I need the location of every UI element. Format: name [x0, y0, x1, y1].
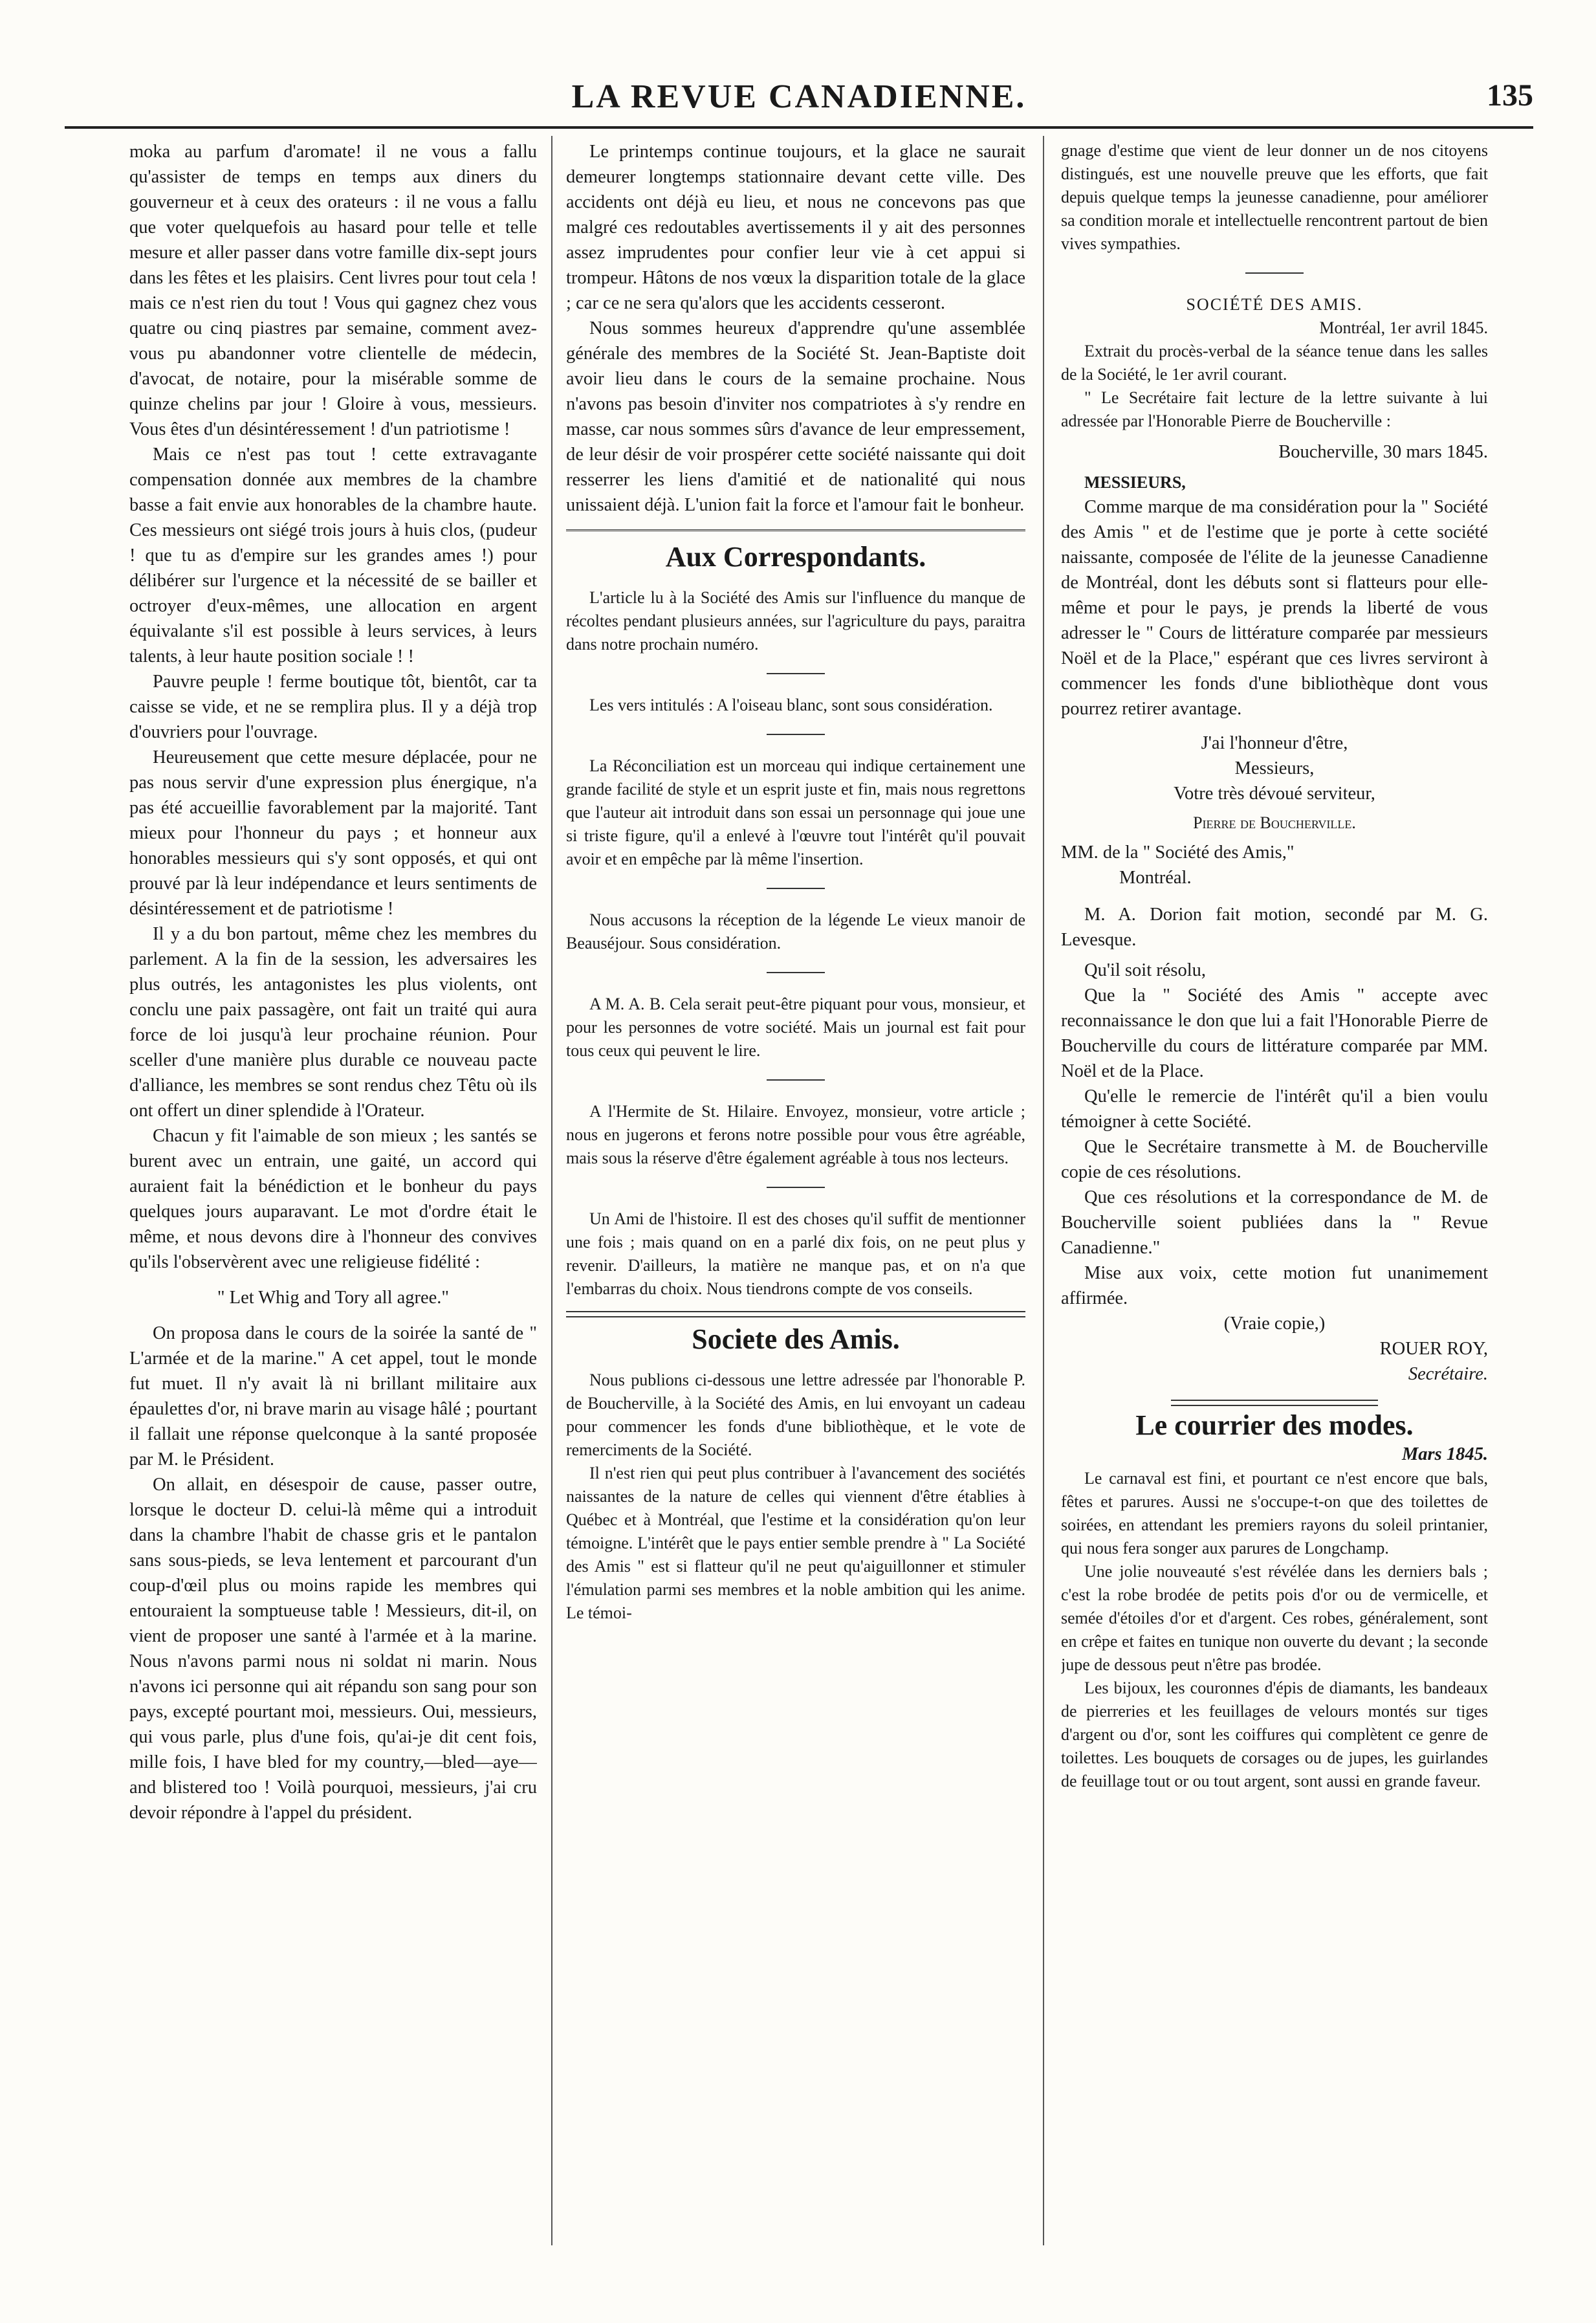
paragraph: Le printemps continue toujours, et la glace ne saurait demeurer longtemps stationnaire devant cette ville. Des accidents ont déjà eu lieu, et nous ne concevons pas que malgré ces redoutables avertissements il y ait des personnes assez imprudentes pour confier leur vie à cet appui si trompeur. Hâtons de nos vœux la disparition totale de la glace ; car ce ne sera qu'alors que les accidents cesseront. — [566, 142, 1025, 313]
notice: L'article lu à la Société des Amis sur l'influence du manque de récoltes pendant plusieurs années, sur l'agriculture du pays, paraitra dans notre prochain numéro. — [566, 588, 1025, 654]
paragraph: Nous publions ci-dessous une lettre adressée par l'honorable P. de Boucherville, à la Société des Amis, en lui envoyant un cadeau pour commencer les fonds d'une bibliothèque, et le vote de remerciments de la Société. — [566, 1371, 1025, 1459]
paragraph: M. A. Dorion fait motion, secondé par M. G. Levesque. — [1061, 905, 1488, 950]
column-divider-2 — [1043, 136, 1044, 2245]
paragraph: Nous sommes heureux d'apprendre qu'une assemblée générale des membres de la Société St. Jean-Baptiste doit avoir lieu dans le cours de la semaine prochaine. Nous n'avons pas besoin d'inviter nos compatriotes à s'y rendre en masse, car nous sommes sûrs d'avance de leur empressement, de leur désir de voir prospérer cette société naissante qui doit resserrer les liens d'amitié et de nationalité qui nous unissaient déjà. L'union fait la force et l'amour fait le bonheur. — [566, 318, 1025, 515]
short-rule — [767, 1079, 825, 1081]
section-rule — [566, 529, 1025, 535]
paragraph: Qu'il soit résolu, — [1084, 960, 1207, 980]
closing: J'ai l'honneur d'être, — [1201, 733, 1348, 753]
paragraph: Mais ce n'est pas tout ! cette extravagante compensation donnée aux membres de la chambre basse a fait envie aux honorables de la chambre haute. Ces messieurs ont siégé trois jours à huis clos, (pudeur ! que tu as d'empire sur les grandes ames !) pour délibérer sur l'urgence et la nécessité de se bailler et octroyer d'eux-mêmes, une allocation en argent équivalante s'il est possible à leurs services, à leurs talents, à leur haute position sociale ! ! — [129, 445, 537, 666]
paragraph: Que ces résolutions et la correspondance de M. de Boucherville soient publiées dans la " Revue Canadienne." — [1061, 1187, 1488, 1258]
notice: La Réconciliation est un morceau qui indique certainement une grande facilité de style et un esprit juste et fin, mais nous regrettons que l'auteur ait introduit dans son essai un personnage qui joue une si triste figure, qu'il a enlevé à l'œuvre tout l'intérêt qu'il pouvait avoir et en empêche par là même l'insertion. — [566, 756, 1025, 868]
copy-note: (Vraie copie,) — [1223, 1314, 1326, 1334]
letter-place: Boucherville, 30 mars 1845. — [1278, 442, 1488, 462]
notice: Un Ami de l'histoire. Il est des choses qu'il suffit de mentionner une fois ; mais quand on en a parlé dix fois, on ne peut plus y revenir. D'ailleurs, la matière ne manque pas, et on n'a que l'embarras du choix. Nous tiendrons compte de vos conseils. — [566, 1209, 1025, 1298]
running-title: LA REVUE CANADIENNE. — [571, 78, 1027, 115]
paragraph: Pauvre peuple ! ferme boutique tôt, bientôt, car ta caisse se vide, et ne se remplira plus. Il y a déjà trop d'ouvriers pour l'ouvrage. — [129, 672, 537, 742]
page-number: 135 — [1487, 78, 1533, 113]
notice: A l'Hermite de St. Hilaire. Envoyez, monsieur, votre article ; nous en jugerons et ferons notre possible pour vous être agréable, mais sous la réserve d'être également agréable à tous nos lecteurs. — [566, 1102, 1025, 1167]
paragraph: Le carnaval est fini, et pourtant ce n'est encore que bals, fêtes et parures. Aussi ne s'occupe-t-on que des toilettes de soirées, en attendant les premiers rayons du soleil printanier, qui nous fera songer aux parures de Longchamp. — [1061, 1469, 1488, 1558]
short-rule — [767, 673, 825, 674]
quotation: " Let Whig and Tory all agree." — [217, 1288, 450, 1308]
paragraph: On proposa dans le cours de la soirée la santé de " L'armée et de la marine." A cet appel, tout le monde fut muet. Il n'y avait là ni brillant militaire aux épaulettes d'or, ni brave marin au visage hâlé ; pourtant il fallait une réponse quelconque à la santé proposée par M. le Président. — [129, 1323, 537, 1470]
paragraph: Les bijoux, les couronnes d'épis de diamants, les bandeaux de pierreries et les feuillages de velours montés sur tiges d'argent ou d'or, sont les coiffures qui complètent ce genre de toilettes. Les bouquets de corsages ou de jupes, les guirlandes de feuillage tout or ou tout argent, sont aussi en grande faveur. — [1061, 1679, 1488, 1790]
signature: ROUER ROY, — [1379, 1339, 1488, 1359]
dateline: Mars 1845. — [1401, 1444, 1488, 1464]
column-3 — [1061, 139, 1488, 2249]
section-rule — [566, 1311, 1025, 1317]
society-heading: SOCIÉTÉ DES AMIS. — [1186, 295, 1363, 314]
address-line: Montréal. — [1119, 868, 1192, 888]
section-heading: Le courrier des modes. — [1135, 1409, 1414, 1441]
signature-title: Secrétaire. — [1408, 1364, 1488, 1384]
paragraph: Heureusement que cette mesure déplacée, pour ne pas nous servir d'une expression plus énergique, n'a pas été accueillie favorablement par la majorité. Tant mieux pour l'honneur du pays ; et honneur aux honorables messieurs qui s'y sont opposés, et qui ont prouvé par là leur indépendance et leurs sentiments de désintéressement et de patriotisme ! — [129, 747, 537, 919]
section-heading: Societe des Amis. — [692, 1323, 900, 1355]
notice: Nous accusons la réception de la légende Le vieux manoir de Beauséjour. Sous considération. — [566, 910, 1025, 952]
section-heading: Aux Correspondants. — [665, 541, 926, 573]
paragraph: Une jolie nouveauté s'est révélée dans les derniers bals ; c'est la robe brodée de petits pois d'or ou de vermicelle, et semée d'étoiles d'or et d'argent. Ces robes, généralement, sont en crêpe et faites en tunique non ouverte du devant ; la seconde jupe de dessous peut n'être pas brodée. — [1061, 1562, 1488, 1674]
short-rule — [767, 972, 825, 973]
paragraph: On allait, en désespoir de cause, passer outre, lorsque le docteur D. celui-là même qui a introduit dans la chambre l'habit de chasse gris et le pantalon sans sous-pieds, se leva lentement et parcourant d'un coup-d'œil plus ou moins rapide les membres qui entouraient la somptueuse table ! Messieurs, dit-il, on vient de proposer une santé à l'armée et à la marine. Nous n'avons parmi nous ni soldat ni marin. Nous n'avons ici personne qui ait répandu son sang pour son pays, excepté pourtant moi, messieurs. Oui, messieurs, qui vous parle, plus d'une fois, qu'ai-je dit cent fois, mille fois, I have bled for my country,—bled—aye—and blistered too ! Voilà pourquoi, messieurs, j'ai cru devoir répondre à l'appel du président. — [129, 1475, 537, 1823]
paragraph: Chacun y fit l'aimable de son mieux ; les santés se burent avec un entrain, une gaité, un accord qui auraient fait la bénédiction et le bonheur du pays quelques jours auparavant. Le mot d'ordre était le même, et nous devons dire à l'honneur des convives qu'ils l'observèrent avec une religieuse fidélité : — [129, 1126, 537, 1272]
short-rule — [767, 1187, 825, 1188]
column-2 — [566, 139, 1025, 2249]
letter-body: Comme marque de ma considération pour la " Société des Amis " et de l'estime que je porte à cette société naissante, composée de l'élite de la jeunesse Canadienne de Montréal, dont les débuts sont si flatteurs pour elle-même et pour le pays, je prends la liberté de vous adresser le " Cours de littérature comparée par messieurs Noël et de la Place," espérant que ces livres serviront à commencer les fonds d'une bibliothèque dont vous pourrez retirer avantage. — [1061, 497, 1488, 719]
paragraph: Qu'elle le remercie de l'intérêt qu'il a bien voulu témoigner à cette Société. — [1061, 1086, 1488, 1132]
closing: Messieurs, — [1234, 758, 1315, 778]
paragraph: Que le Secrétaire transmette à M. de Boucherville copie de ces résolutions. — [1061, 1137, 1488, 1182]
paragraph: Mise aux voix, cette motion fut unanimement affirmée. — [1061, 1263, 1488, 1308]
salutation: MESSIEURS, — [1084, 473, 1186, 492]
notice: Les vers intitulés : A l'oiseau blanc, sont sous considération. — [589, 696, 993, 714]
column-1 — [129, 139, 537, 2249]
paragraph: " Le Secrétaire fait lecture de la lettre suivante à lui adressée par l'Honorable Pierre de Boucherville : — [1061, 388, 1488, 430]
dateline: Montréal, 1er avril 1845. — [1319, 318, 1488, 337]
section-rule — [1171, 1400, 1378, 1406]
signature: Pierre de Boucherville. — [1193, 813, 1356, 832]
page-header — [65, 78, 1533, 123]
paragraph: Il y a du bon partout, même chez les membres du parlement. A la fin de la session, les adversaires les plus outrés, les antagonistes les plus violents, ont conclu une paix passagère, ont fait un traité qui aura force de loi jusqu'à leur prochaine réunion. Pour sceller d'une manière plus durable ce nouveau pacte d'alliance, les membres se sont rendus chez Têtu où ils ont offert un diner splendide à l'Orateur. — [129, 924, 537, 1121]
column-divider-1 — [551, 136, 552, 2245]
short-rule — [767, 734, 825, 735]
short-rule — [1245, 272, 1304, 274]
header-rule — [65, 126, 1533, 129]
closing: Votre très dévoué serviteur, — [1174, 784, 1375, 804]
short-rule — [767, 888, 825, 889]
paragraph: moka au parfum d'aromate! il ne vous a fallu qu'assister de temps en temps aux diners du gouverneur et à ceux des orateurs : il ne vous a fallu que voter quelquefois au hasard pour telle et telle mesure et aller passer dans votre famille dix-sept jours dans les fêtes et les plaisirs. Cent livres pour tout cela ! mais ce n'est rien du tout ! Vous qui gagnez chez vous quatre ou cinq piastres par semaine, comment avez-vous pu abandonner votre clientelle de médecin, d'avocat, de notaire, pour la misérable somme de quinze chelins par jour ! Gloire à vous, messieurs. Vous êtes d'un désintéressement ! d'un patriotisme ! — [129, 142, 537, 439]
paragraph: gnage d'estime que vient de leur donner un de nos citoyens distingués, est une nouvelle preuve que les efforts, que fait depuis quelque temps la jeunesse canadienne, pour améliorer sa condition morale et intellectuelle rencontrent partout de bien vives sympathies. — [1061, 141, 1488, 253]
paragraph: Que la " Société des Amis " accepte avec reconnaissance le don que lui a fait l'Honorable Pierre de Boucherville du cours de littérature comparée par MM. Noël et de la Place. — [1061, 985, 1488, 1081]
paragraph: Extrait du procès-verbal de la séance tenue dans les salles de la Société, le 1er avril courant. — [1061, 342, 1488, 384]
paragraph: Il n'est rien qui peut plus contribuer à l'avancement des sociétés naissantes de la nature de celles qui viennent d'être établies à Québec et à Montréal, que l'estime et la considération qu'on leur témoigne. L'intérêt que le pays entier semble prendre à " La Société des Amis " est si flatteur qu'il ne peut qu'aiguillonner et stimuler l'émulation parmi ses membres et la noble ambition qui les anime. Le témoi- — [566, 1464, 1025, 1622]
notice: A M. A. B. Cela serait peut-être piquant pour vous, monsieur, et pour les personnes de votre société. Mais un journal est fait pour tous ceux qui peuvent le lire. — [566, 995, 1025, 1060]
address-line: MM. de la " Société des Amis," — [1061, 842, 1295, 863]
